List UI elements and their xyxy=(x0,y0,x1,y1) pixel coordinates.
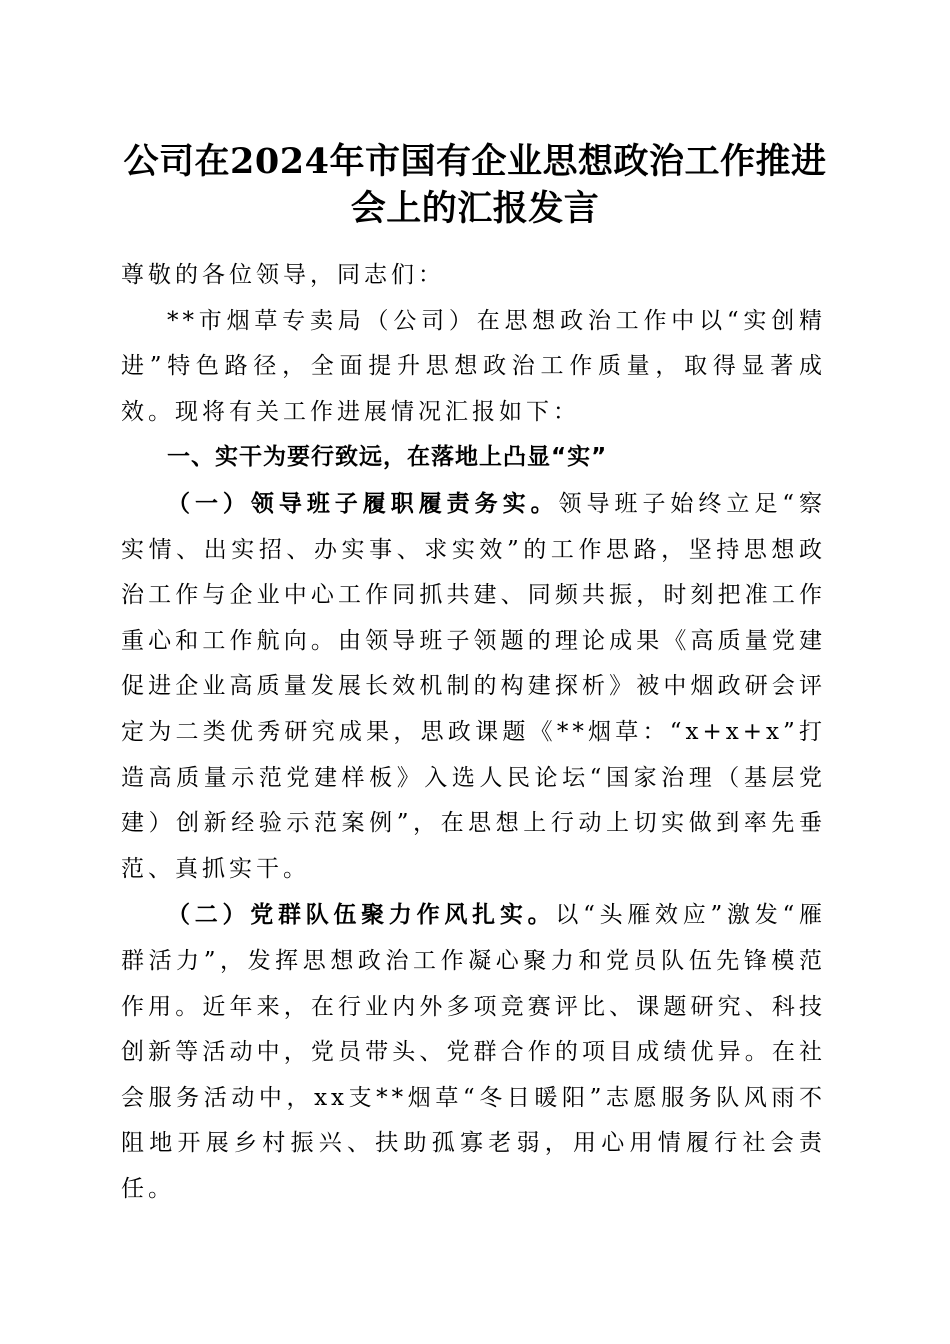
document-title xyxy=(110,138,840,232)
section-1-heading: 一、实干为要行致远，在落地上凸显“实” xyxy=(167,444,608,471)
paragraph-1-heading: （一）领导班子履职履责务实。 xyxy=(167,489,559,517)
paragraph-2-heading: （二）党群队伍聚力作风扎实。 xyxy=(167,901,556,929)
document-body xyxy=(121,253,826,1212)
paragraph-2-text: 以“头雁效应”激发“雁群活力”，发挥思想政治工作凝心聚力和党员队伍先锋模范作用。近年来，在行业内外多项竞赛评比、课题研究、科技创新等活动中，党员带头、党群合作的项目成绩优异。在社会服务活动中，xx支**烟草“冬日暖阳”志愿服务队风雨不阻地开展乡村振兴、扶助孤寡老弱，用心用情履行社会责任。 xyxy=(121,902,827,1202)
paragraph-1-text: 领导班子始终立足“察实情、出实招、办实事、求实效”的工作思路，坚持思想政治工作与企业中心工作同抓共建、同频共振，时刻把准工作重心和工作航向。由领导班子领题的理论成果《高质量党建促进企业高质量发展长效机制的构建探析》被中烟政研会评定为二类优秀研究成果，思政课题《**烟草：“x+x+x”打造高质量示范党建样板》入选人民论坛“国家治理（基层党建）创新经验示范案例”，在思想上行动上切实做到率先垂范、真抓实干。 xyxy=(121,490,827,882)
paragraph-1 xyxy=(121,481,826,892)
title-line-1: 公司在2024年市国有企业思想政治工作推进 xyxy=(123,141,827,182)
intro-paragraph: **市烟草专卖局（公司）在思想政治工作中以“实创精进”特色路径，全面提升思想政治工作质量，取得显著成效。现将有关工作进展情况汇报如下： xyxy=(121,307,826,425)
salutation: 尊敬的各位领导，同志们： xyxy=(121,262,445,288)
paragraph-2 xyxy=(121,892,826,1212)
title-line-2: 会上的汇报发言 xyxy=(350,188,600,229)
